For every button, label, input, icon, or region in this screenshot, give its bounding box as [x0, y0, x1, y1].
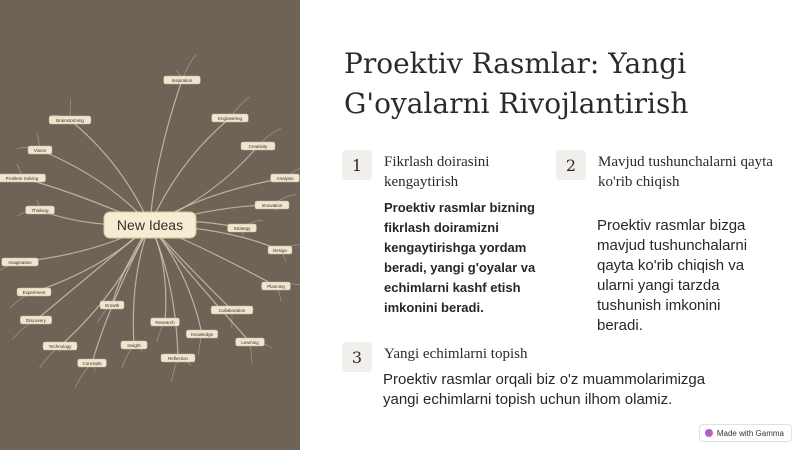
- gamma-logo-icon: [705, 429, 713, 437]
- map-node-label: Strategy: [233, 226, 251, 231]
- slide-content: [300, 0, 800, 450]
- map-node-label: Learning: [241, 340, 259, 345]
- map-node-label: Concepts: [82, 361, 102, 366]
- item-number-3: 3: [342, 342, 372, 372]
- map-node-label: Inspiration: [171, 78, 193, 83]
- item-number-1: 1: [342, 150, 372, 180]
- map-node-label: Engineering: [217, 116, 243, 121]
- map-node-label: Technology: [48, 344, 72, 349]
- map-node-label: Brainstorming: [56, 118, 84, 123]
- map-node-label: Innovation: [261, 203, 283, 208]
- item-number-2: 2: [556, 150, 586, 180]
- item-heading-2: Mavjud tushunchalarni qayta ko'rib chiqish: [598, 154, 773, 190]
- map-node-label: Creativity: [248, 144, 268, 149]
- mind-map-illustration: [0, 0, 300, 450]
- map-node-label: Planning: [267, 284, 285, 289]
- map-node-label: Problem Solving: [5, 176, 39, 181]
- branch-line: [150, 118, 230, 225]
- mind-map-image: [0, 0, 300, 450]
- map-node-label: Analysis: [276, 176, 294, 181]
- map-node-label: Vision: [33, 148, 47, 153]
- branch-line: [60, 225, 150, 346]
- map-node-label: Experiment: [22, 290, 46, 295]
- item-body-3: Proektiv rasmlar orqali biz o'z muammolarimizga yangi echimlarni topish uchun ilhom olamiz.: [383, 371, 706, 408]
- badge-label: Made with Gamma: [716, 428, 784, 438]
- slide-title: Proektiv Rasmlar: Yangi G'oyalarni Rivojlantirish: [344, 47, 689, 120]
- map-node-label: Imagination: [8, 260, 32, 265]
- made-with-gamma-badge[interactable]: [699, 424, 792, 442]
- map-node-label: Thinking: [31, 208, 49, 213]
- map-node-label: Discovery: [26, 318, 46, 323]
- map-node-label: Design: [272, 248, 288, 253]
- item-heading-3: Yangi echimlarni topish: [384, 346, 528, 362]
- map-node-label: Knowledge: [190, 332, 214, 337]
- branch-line: [70, 120, 150, 225]
- center-node-label: New Ideas: [116, 217, 184, 233]
- map-node-label: Insight: [127, 343, 141, 348]
- item-body-1: Proektiv rasmlar bizning fikrlash doiramizni kengaytirishga yordam beradi, yangi g'oyalar va echimlarni kashf etish imkonini beradi.: [384, 200, 536, 315]
- map-node-label: Research: [155, 320, 175, 325]
- map-node-label: Growth: [104, 303, 120, 308]
- item-body-2: Proektiv rasmlar bizga mavjud tushunchalarni qayta ko'rib chiqish va ularni yangi tarzda tushunish imkonini beradi.: [597, 217, 748, 334]
- branch-line: [150, 80, 182, 225]
- item-heading-1: Fikrlash doirasini kengaytirish: [384, 154, 490, 190]
- branch-line: [150, 225, 178, 358]
- map-node-label: Reflection: [167, 356, 189, 361]
- map-node-label: Collaboration: [218, 308, 246, 313]
